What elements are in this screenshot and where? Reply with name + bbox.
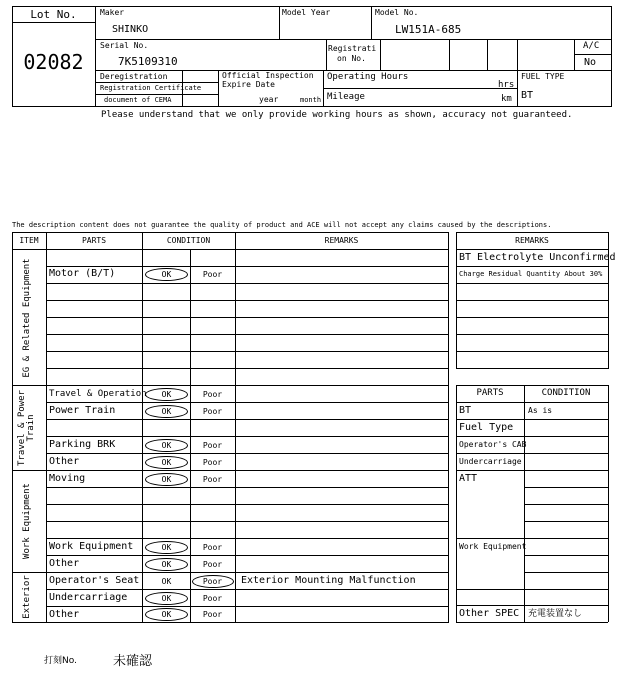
hours-disclaimer: Please understand that we only provide working hours as shown, accuracy not guaranteed. bbox=[101, 110, 573, 120]
condition-poor: Poor bbox=[202, 543, 223, 552]
condition-ok: OK bbox=[161, 610, 172, 619]
maker-label: Maker bbox=[100, 8, 125, 17]
condition-ok: OK bbox=[161, 543, 172, 552]
condition-poor: Poor bbox=[202, 610, 223, 619]
condition-ok: OK bbox=[161, 594, 172, 603]
km-unit: km bbox=[501, 94, 512, 104]
condition-header: CONDITION bbox=[541, 388, 591, 398]
column-remarks: REMARKS bbox=[324, 236, 359, 245]
cema-document-label: document of CEMA bbox=[104, 96, 172, 104]
description-disclaimer: The description content does not guarantee the quality of product and ACE will not accept any claims caused by the descriptions. bbox=[12, 221, 552, 229]
section-travel-line2: Train bbox=[26, 414, 37, 442]
column-condition: CONDITION bbox=[166, 236, 211, 245]
inspection-label-line2: Expire Date bbox=[222, 80, 275, 89]
condition-poor: Poor bbox=[202, 594, 223, 603]
part-name: Work Equipment bbox=[49, 541, 134, 552]
condition-ok: OK bbox=[161, 577, 172, 586]
serial-value: 7K5109310 bbox=[118, 55, 178, 68]
part-name: Power Train bbox=[49, 405, 116, 416]
section-travel-power-train bbox=[18, 386, 40, 470]
lot-label: Lot No. bbox=[30, 8, 77, 21]
lot-number: 02082 bbox=[23, 50, 84, 74]
ac-value: No bbox=[584, 57, 597, 68]
parts-row-work-equipment: Work Equipment bbox=[459, 542, 527, 551]
column-parts: PARTS bbox=[81, 236, 107, 245]
condition-poor: Poor bbox=[202, 390, 223, 399]
section-work-equipment: Work Equipment bbox=[22, 483, 32, 559]
parts-row-operator-cab: Operator's CAB bbox=[459, 440, 527, 449]
parts-row-fuel-type: Fuel Type bbox=[459, 422, 514, 433]
operating-hours-label: Operating Hours bbox=[327, 72, 409, 82]
parts-row-att: ATT bbox=[459, 473, 478, 484]
remarks-line-1: BT Electrolyte Unconfirmed bbox=[459, 252, 616, 263]
remarks-line-2: Charge Residual Quantity About 30% bbox=[459, 270, 603, 278]
serial-label: Serial No. bbox=[100, 41, 149, 50]
part-name: Motor (B/T) bbox=[49, 268, 116, 279]
condition-poor: Poor bbox=[202, 270, 223, 279]
year-label: year bbox=[259, 95, 279, 104]
parts-row-undercarriage: Undercarriage bbox=[459, 457, 522, 466]
month-label: month bbox=[300, 96, 322, 104]
condition-ok: OK bbox=[161, 390, 172, 399]
inspection-label-line1: Official Inspection bbox=[222, 71, 314, 80]
fuel-type-value: BT bbox=[521, 90, 534, 101]
condition-ok: OK bbox=[161, 475, 172, 484]
condition-poor: Poor bbox=[202, 560, 223, 569]
parts-row-bt: BT bbox=[459, 405, 472, 416]
mileage-label: Mileage bbox=[327, 92, 365, 102]
maker-value: SHINKO bbox=[112, 24, 149, 35]
parts-row-other-spec: Other SPEC bbox=[459, 608, 520, 619]
ac-label: A/C bbox=[583, 41, 600, 51]
part-name: Parking BRK bbox=[49, 439, 116, 450]
part-name: Other bbox=[49, 456, 80, 467]
fuel-type-label: FUEL TYPE bbox=[521, 72, 565, 81]
parts-row-bt-condition: As is bbox=[528, 406, 553, 415]
remark-text: Exterior Mounting Malfunction bbox=[241, 575, 416, 586]
part-name: Travel & Operation bbox=[49, 389, 147, 399]
stamp-number-label: 打刻No. bbox=[44, 656, 77, 666]
condition-poor: Poor bbox=[202, 475, 223, 484]
registration-label-line2: on No. bbox=[337, 54, 366, 63]
stamp-number-value: 未確認 bbox=[113, 654, 153, 669]
parts-row-other-spec-condition: 充電装置なし bbox=[528, 609, 583, 619]
part-name: Other bbox=[49, 558, 80, 569]
condition-poor: Poor bbox=[202, 577, 223, 586]
part-name: Operator's Seat bbox=[49, 575, 140, 586]
part-name: Undercarriage bbox=[49, 592, 128, 603]
part-name: Other bbox=[49, 609, 80, 620]
model-no-value: LW151A-685 bbox=[395, 23, 462, 36]
condition-ok: OK bbox=[161, 407, 172, 416]
model-no-label: Model No. bbox=[375, 8, 419, 17]
registration-label-line1: Registrati bbox=[328, 44, 377, 53]
parts-header: PARTS bbox=[476, 388, 504, 398]
section-exterior: Exterior bbox=[22, 575, 32, 619]
condition-ok: OK bbox=[161, 441, 172, 450]
condition-ok: OK bbox=[161, 560, 172, 569]
condition-poor: Poor bbox=[202, 407, 223, 416]
registration-certificate-label: Registration Certificate bbox=[100, 84, 202, 92]
section-eg-related-equipment: EG & Related Equipment bbox=[22, 258, 32, 378]
condition-poor: Poor bbox=[202, 458, 223, 467]
deregistration-label: Deregistration bbox=[100, 72, 168, 81]
part-name: Moving bbox=[49, 473, 86, 484]
condition-ok: OK bbox=[161, 270, 172, 279]
hrs-unit: hrs bbox=[498, 80, 515, 90]
condition-poor: Poor bbox=[202, 441, 223, 450]
model-year-label: Model Year bbox=[282, 8, 331, 17]
remarks-title: REMARKS bbox=[515, 236, 549, 245]
column-item: ITEM bbox=[19, 236, 39, 245]
condition-ok: OK bbox=[161, 458, 172, 467]
section-travel-line1: Travel & Power bbox=[17, 390, 27, 466]
